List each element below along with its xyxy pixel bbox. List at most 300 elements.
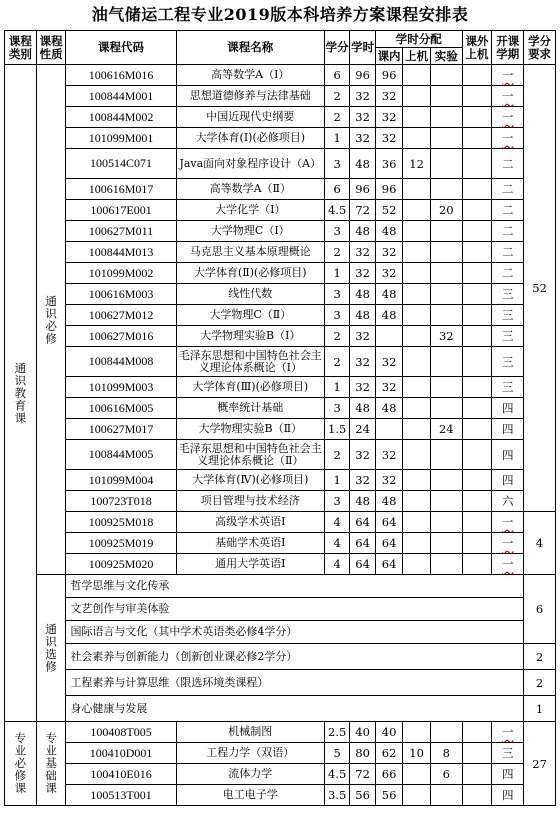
course-credit: 4.5: [324, 764, 349, 785]
course-hours: 32: [350, 242, 375, 263]
table-row: [5, 221, 556, 242]
table-row: [5, 179, 556, 200]
course-outside-computer: [462, 554, 492, 575]
course-name: 线性代数: [176, 284, 324, 305]
header-computer: 上机: [403, 48, 431, 65]
course-computer: [403, 263, 431, 284]
course-outside-computer: [462, 305, 492, 326]
course-name: 大学体育(Ⅳ)(必修项目): [176, 470, 324, 491]
header-semester: 开课学期: [492, 31, 524, 65]
course-outside-computer: [462, 764, 492, 785]
course-in-class: 32: [375, 377, 403, 398]
course-code: 100844M013: [66, 242, 176, 263]
table-row: [5, 554, 556, 575]
course-experiment: 8: [430, 743, 462, 764]
course-semester: 四: [492, 440, 524, 470]
table-row: [5, 512, 556, 533]
category-major-label: 专业必修课: [13, 732, 28, 795]
header-code: 课程代码: [66, 31, 176, 65]
credit-requirement-elective: 2: [524, 670, 556, 696]
course-hours: 48: [350, 305, 375, 326]
course-outside-computer: [462, 200, 492, 221]
course-code: 101099M001: [66, 128, 176, 149]
table-row: [5, 398, 556, 419]
elective-row: [5, 696, 556, 722]
table-row: [5, 470, 556, 491]
course-hours: 64: [350, 512, 375, 533]
course-hours: 32: [350, 470, 375, 491]
course-code: 100627M012: [66, 305, 176, 326]
course-outside-computer: [462, 347, 492, 377]
course-hours: 40: [350, 722, 375, 743]
course-semester: [492, 554, 524, 575]
credit-requirement-elective: 6: [524, 575, 556, 644]
course-outside-computer: [462, 533, 492, 554]
category-major: [5, 722, 37, 806]
table-row: [5, 305, 556, 326]
course-hours: 96: [350, 179, 375, 200]
header-name: 课程名称: [176, 31, 324, 65]
semester-value: 一: [502, 110, 514, 124]
nature-general-required-label: 通识必修: [44, 294, 59, 345]
course-name: 毛泽东思想和中国特色社会主义理论体系概论（Ⅰ）: [176, 347, 324, 377]
table-row: [5, 65, 556, 86]
course-name: 项目管理与技术经济: [176, 491, 324, 512]
course-outside-computer: [462, 326, 492, 347]
course-experiment: [430, 491, 462, 512]
elective-row: [5, 598, 556, 621]
course-hours: 32: [350, 377, 375, 398]
course-name: 高等数学A（Ⅱ）: [176, 179, 324, 200]
course-credit: 6: [324, 179, 349, 200]
course-hours: 32: [350, 440, 375, 470]
course-computer: [403, 128, 431, 149]
header-in-class: 课内: [375, 48, 403, 65]
course-semester: 四: [492, 470, 524, 491]
course-credit: 3: [324, 284, 349, 305]
course-name: 大学物理C（Ⅱ）: [176, 305, 324, 326]
course-experiment: [430, 347, 462, 377]
course-computer: [403, 242, 431, 263]
nature-general-elective-label: 通识选修: [44, 623, 59, 673]
course-experiment: 20: [430, 200, 462, 221]
course-semester: 三: [492, 743, 524, 764]
course-semester: 二: [492, 221, 524, 242]
table-row: [5, 326, 556, 347]
course-experiment: [430, 722, 462, 743]
course-outside-computer: [462, 398, 492, 419]
course-hours: 72: [350, 764, 375, 785]
credit-requirement-english: 4: [524, 512, 556, 575]
course-experiment: [430, 128, 462, 149]
course-semester: [492, 65, 524, 86]
course-hours: 32: [350, 86, 375, 107]
course-hours: 32: [350, 128, 375, 149]
course-semester: 二: [492, 179, 524, 200]
course-in-class: 48: [375, 491, 403, 512]
course-semester: 三: [492, 326, 524, 347]
course-in-class: 96: [375, 179, 403, 200]
course-credit: 2: [324, 242, 349, 263]
course-experiment: [430, 512, 462, 533]
course-computer: [403, 200, 431, 221]
course-code: 100844M005: [66, 440, 176, 470]
course-semester: [492, 107, 524, 128]
course-hours: 32: [350, 263, 375, 284]
course-code: 100616M005: [66, 398, 176, 419]
course-in-class: 48: [375, 284, 403, 305]
course-credit: 4.5: [324, 200, 349, 221]
course-code: 101099M004: [66, 470, 176, 491]
course-computer: [403, 419, 431, 440]
course-hours: 64: [350, 554, 375, 575]
course-experiment: [430, 470, 462, 491]
course-hours: 32: [350, 326, 375, 347]
course-semester: 三: [492, 347, 524, 377]
course-computer: [403, 347, 431, 377]
course-in-class: 32: [375, 263, 403, 284]
credit-requirement-elective: 1: [524, 696, 556, 722]
course-credit: 2: [324, 326, 349, 347]
course-code: 100925M020: [66, 554, 176, 575]
course-hours: 32: [350, 347, 375, 377]
course-name: 中国近现代史纲要: [176, 107, 324, 128]
course-in-class: 56: [375, 785, 403, 806]
course-credit: 3: [324, 149, 349, 179]
semester-value: 一: [502, 557, 514, 571]
credit-requirement-general: 52: [524, 65, 556, 512]
course-code: 100925M019: [66, 533, 176, 554]
course-outside-computer: [462, 263, 492, 284]
elective-row: [5, 670, 556, 696]
course-outside-computer: [462, 128, 492, 149]
course-semester: 四: [492, 764, 524, 785]
semester-value: 一: [502, 89, 514, 103]
course-computer: [403, 722, 431, 743]
course-outside-computer: [462, 149, 492, 179]
course-experiment: [430, 440, 462, 470]
table-row: [5, 347, 556, 377]
course-credit: 6: [324, 65, 349, 86]
course-outside-computer: [462, 179, 492, 200]
course-outside-computer: [462, 107, 492, 128]
course-hours: 48: [350, 491, 375, 512]
course-credit: 2: [324, 440, 349, 470]
nature-general-elective: [36, 575, 66, 722]
course-computer: [403, 491, 431, 512]
elective-row: [5, 644, 556, 670]
course-experiment: [430, 284, 462, 305]
course-experiment: [430, 785, 462, 806]
course-in-class: 66: [375, 764, 403, 785]
course-code: 100616M003: [66, 284, 176, 305]
course-code: 100617E001: [66, 200, 176, 221]
table-row: [5, 242, 556, 263]
elective-row: [5, 575, 556, 598]
table-row: [5, 722, 556, 743]
course-code: 100410E016: [66, 764, 176, 785]
course-code: 100616M017: [66, 179, 176, 200]
course-name: 电工电子学: [176, 785, 324, 806]
table-row: [5, 284, 556, 305]
course-semester: 四: [492, 785, 524, 806]
table-row: [5, 263, 556, 284]
table-row: [5, 764, 556, 785]
course-code: 100844M002: [66, 107, 176, 128]
course-hours: 48: [350, 284, 375, 305]
semester-value: 一: [502, 725, 514, 739]
course-name: 马克思主义基本原理概论: [176, 242, 324, 263]
course-computer: [403, 470, 431, 491]
table-row: [5, 491, 556, 512]
course-semester: 二: [492, 263, 524, 284]
course-hours: 56: [350, 785, 375, 806]
course-in-class: 32: [375, 107, 403, 128]
table-row: [5, 419, 556, 440]
course-hours: 96: [350, 65, 375, 86]
course-credit: 3: [324, 305, 349, 326]
elective-name: 身心健康与发展: [66, 696, 524, 722]
nature-major-basic: [36, 722, 66, 806]
course-credit: 3: [324, 221, 349, 242]
course-experiment: 24: [430, 419, 462, 440]
page-title: 油气储运工程专业2019版本科培养方案课程安排表: [91, 5, 469, 24]
course-in-class: 48: [375, 398, 403, 419]
course-name: 概率统计基础: [176, 398, 324, 419]
course-code: 100723T018: [66, 491, 176, 512]
course-credit: 2: [324, 107, 349, 128]
course-in-class: 48: [375, 305, 403, 326]
course-semester: 二: [492, 242, 524, 263]
course-code: 100844M001: [66, 86, 176, 107]
course-outside-computer: [462, 377, 492, 398]
course-code: 100514C071: [66, 149, 176, 179]
course-hours: 80: [350, 743, 375, 764]
course-credit: 3: [324, 491, 349, 512]
course-in-class: 36: [375, 149, 403, 179]
course-semester: 二: [492, 149, 524, 179]
course-experiment: 32: [430, 326, 462, 347]
course-computer: 10: [403, 743, 431, 764]
course-computer: [403, 107, 431, 128]
semester-value: 一: [502, 68, 514, 82]
course-code: 100627M011: [66, 221, 176, 242]
course-computer: [403, 533, 431, 554]
course-experiment: [430, 398, 462, 419]
course-hours: 64: [350, 533, 375, 554]
course-in-class: 32: [375, 242, 403, 263]
course-hours: 48: [350, 221, 375, 242]
header-outside-computer: 课外上机: [462, 31, 492, 65]
course-credit: 4: [324, 554, 349, 575]
course-experiment: [430, 242, 462, 263]
course-hours: 48: [350, 149, 375, 179]
course-name: 大学物理C（Ⅰ）: [176, 221, 324, 242]
course-experiment: [430, 107, 462, 128]
course-experiment: [430, 221, 462, 242]
course-in-class: 52: [375, 200, 403, 221]
course-name: 大学物理实验B（Ⅱ）: [176, 419, 324, 440]
course-experiment: 6: [430, 764, 462, 785]
course-in-class: 32: [375, 86, 403, 107]
course-in-class: 62: [375, 743, 403, 764]
course-semester: 三: [492, 284, 524, 305]
course-in-class: [375, 419, 403, 440]
course-name: 通用大学英语Ⅰ: [176, 554, 324, 575]
course-code: 100627M017: [66, 419, 176, 440]
course-credit: 1: [324, 128, 349, 149]
course-experiment: [430, 86, 462, 107]
course-computer: [403, 179, 431, 200]
credit-requirement-elective: 2: [524, 644, 556, 670]
course-experiment: [430, 179, 462, 200]
course-semester: [492, 722, 524, 743]
course-experiment: [430, 263, 462, 284]
course-in-class: 96: [375, 65, 403, 86]
course-computer: [403, 398, 431, 419]
table-row: [5, 200, 556, 221]
semester-value: 一: [502, 131, 514, 145]
course-in-class: 32: [375, 440, 403, 470]
elective-name: 文艺创作与审美体验: [66, 598, 524, 621]
course-computer: [403, 554, 431, 575]
course-name: 高级学术英语Ⅰ: [176, 512, 324, 533]
course-code: 101099M003: [66, 377, 176, 398]
course-computer: [403, 305, 431, 326]
course-in-class: 64: [375, 512, 403, 533]
course-semester: 四: [492, 419, 524, 440]
course-semester: 四: [492, 398, 524, 419]
course-computer: [403, 326, 431, 347]
semester-value: 一: [502, 515, 514, 529]
course-outside-computer: [462, 284, 492, 305]
course-semester: 二: [492, 200, 524, 221]
table-row: [5, 743, 556, 764]
table-row: [5, 86, 556, 107]
course-name: 大学体育(Ⅰ)(必修项目): [176, 128, 324, 149]
course-name: Java面向对象程序设计（A）: [176, 149, 324, 179]
course-outside-computer: [462, 491, 492, 512]
course-outside-computer: [462, 221, 492, 242]
course-table: [4, 30, 556, 806]
credit-requirement-major: 27: [524, 722, 556, 806]
course-code: 100408T005: [66, 722, 176, 743]
table-row: [5, 785, 556, 806]
header-hours: 学时: [350, 31, 375, 65]
course-semester: [492, 533, 524, 554]
course-computer: [403, 284, 431, 305]
course-name: 大学物理实验B（Ⅰ）: [176, 326, 324, 347]
course-computer: [403, 377, 431, 398]
course-computer: [403, 221, 431, 242]
course-outside-computer: [462, 743, 492, 764]
course-hours: 24: [350, 419, 375, 440]
course-experiment: [430, 377, 462, 398]
course-credit: 5: [324, 743, 349, 764]
header-nature: 课程性质: [36, 31, 66, 65]
course-experiment: [430, 149, 462, 179]
course-computer: [403, 785, 431, 806]
semester-value: 一: [502, 536, 514, 550]
course-credit: 1.5: [324, 419, 349, 440]
course-computer: [403, 764, 431, 785]
course-hours: 48: [350, 398, 375, 419]
elective-name: 社会素养与创新能力（创新创业课必修2学分）: [66, 644, 524, 670]
table-row: [5, 440, 556, 470]
course-semester: [492, 512, 524, 533]
course-hours: 32: [350, 107, 375, 128]
course-credit: 1: [324, 263, 349, 284]
course-name: 机械制图: [176, 722, 324, 743]
course-outside-computer: [462, 86, 492, 107]
course-experiment: [430, 533, 462, 554]
nature-general-required: [36, 65, 66, 575]
course-code: 101099M002: [66, 263, 176, 284]
course-in-class: 32: [375, 347, 403, 377]
course-credit: 1: [324, 377, 349, 398]
course-hours: 72: [350, 200, 375, 221]
table-row: [5, 533, 556, 554]
course-computer: [403, 440, 431, 470]
course-outside-computer: [462, 419, 492, 440]
course-computer: [403, 86, 431, 107]
course-code: 100513T001: [66, 785, 176, 806]
header-hours-dist: 学时分配: [375, 31, 462, 48]
course-code: 100925M018: [66, 512, 176, 533]
course-in-class: 64: [375, 554, 403, 575]
course-outside-computer: [462, 512, 492, 533]
course-computer: [403, 65, 431, 86]
course-name: 毛泽东思想和中国特色社会主义理论体系概论（Ⅱ）: [176, 440, 324, 470]
category-general-label: 通识教育课: [13, 361, 28, 425]
course-credit: 4: [324, 533, 349, 554]
elective-name: 哲学思维与文化传承: [66, 575, 524, 598]
course-outside-computer: [462, 722, 492, 743]
course-name: 大学体育(Ⅲ)(必修项目): [176, 377, 324, 398]
course-code: 100844M008: [66, 347, 176, 377]
course-credit: 2: [324, 347, 349, 377]
course-in-class: [375, 326, 403, 347]
course-in-class: 32: [375, 470, 403, 491]
course-credit: 3: [324, 398, 349, 419]
course-semester: [492, 128, 524, 149]
course-outside-computer: [462, 470, 492, 491]
course-name: 大学体育(Ⅱ)(必修项目): [176, 263, 324, 284]
course-experiment: [430, 554, 462, 575]
course-code: 100616M016: [66, 65, 176, 86]
header-experiment: 实验: [430, 48, 462, 65]
elective-name: 工程素养与计算思维（限选环境类课程）: [66, 670, 524, 696]
course-name: 基础学术英语Ⅰ: [176, 533, 324, 554]
course-name: 高等数学A（Ⅰ）: [176, 65, 324, 86]
course-computer: 12: [403, 149, 431, 179]
course-semester: 三: [492, 305, 524, 326]
course-code: 100410D001: [66, 743, 176, 764]
course-name: 大学化学（Ⅰ）: [176, 200, 324, 221]
table-row: [5, 377, 556, 398]
table-row: [5, 128, 556, 149]
header-credit-req: 学分要求: [524, 31, 556, 65]
category-general: [5, 65, 37, 722]
table-row: [5, 149, 556, 179]
course-credit: 1: [324, 470, 349, 491]
course-credit: 4: [324, 512, 349, 533]
course-experiment: [430, 305, 462, 326]
table-row: [5, 107, 556, 128]
course-outside-computer: [462, 65, 492, 86]
course-semester: [492, 86, 524, 107]
course-credit: 2: [324, 86, 349, 107]
